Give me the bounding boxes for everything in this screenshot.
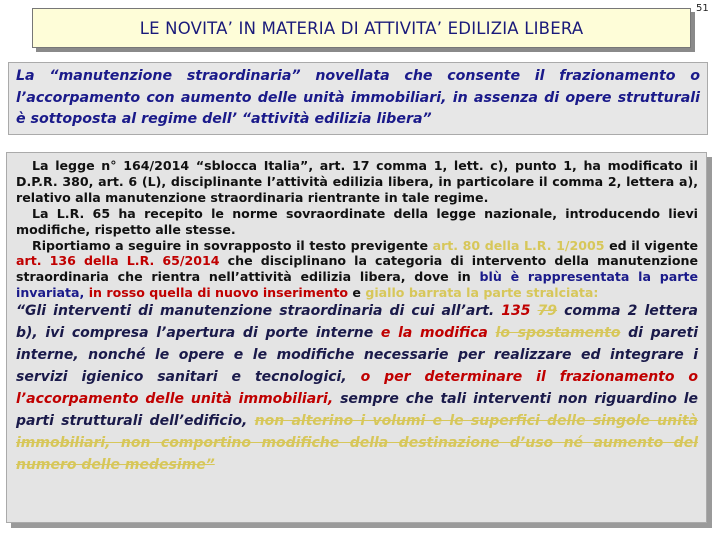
- legend-yellow-removed: giallo barrata la parte stralciata:: [365, 285, 599, 301]
- page-number: 51: [696, 3, 709, 14]
- quote-text-a: “Gli interventi di manutenzione straordinaria di cui all’art.: [16, 303, 495, 320]
- quote-new-frazionamento: o per determinare il frazionamento o l’accorpamento delle unità immobiliari,: [16, 368, 699, 407]
- quote-removed-final-clause: non alterino i volumi e le superfici delle singole unità immobiliari, non comportino modifiche della destinazione d’uso né aumento del numero delle medesime”: [16, 412, 699, 473]
- slide-title-box: [32, 8, 691, 48]
- quote-text-i: sempre che tali interventi non riguardino le parti strutturali dell’edificio,: [16, 390, 699, 429]
- content-panel: [6, 152, 707, 523]
- subtitle-text: La “manutenzione straordinaria” novellata che consente il frazionamento o l’accorpamento con aumento delle unità immobiliari, in assenza di opere strutturali è sottoposta al regime dell’ “attività edilizia libera”: [16, 68, 700, 127]
- content-body: [16, 158, 698, 476]
- previous-law-ref: art. 80 della L.R. 1/2005: [432, 237, 605, 253]
- p3-text-h: e: [352, 285, 361, 301]
- p3-text-a: Riportiamo a seguire in sovrapposto il testo previgente: [32, 237, 428, 253]
- slide-title: LE NOVITA’ IN MATERIA DI ATTIVITA’ EDILIZIA LIBERA: [139, 18, 584, 38]
- legend-red-new: in rosso quella di nuovo inserimento: [88, 285, 349, 301]
- quote-removed-spostamento: lo spostamento: [495, 325, 621, 342]
- paragraph-lr-65: La L.R. 65 ha recepito le norme sovraordinate della legge nazionale, introducendo lievi modifiche, rispetto alle stesse.: [16, 205, 698, 237]
- quote-new-modifica: e la modifica: [380, 325, 488, 342]
- article-quote: [16, 301, 698, 476]
- p3-text-e: che disciplinano la categoria di intervento della manutenzione straordinaria che rientra nell’attività edilizia libera, dove in: [16, 253, 698, 285]
- quote-text-g: di pareti interne, nonché le opere e le modifiche necessarie per realizzare ed integrare i servizi igienico sanitari e tecnologici,: [16, 325, 699, 385]
- quote-removed-article-number: 79: [537, 303, 558, 320]
- p3-text-c: ed il vigente: [609, 237, 699, 253]
- legend-blue-unchanged: blù è rappresentata la parte invariata,: [16, 269, 699, 301]
- quote-new-article-number: 135: [501, 303, 531, 320]
- quote-text-d: comma 2 lettera b), ivi compresa l’apertura di porte interne: [16, 303, 698, 342]
- current-law-ref: art. 136 della L.R. 65/2014: [16, 253, 220, 269]
- paragraph-comparison-intro: [16, 238, 698, 302]
- subtitle-box: [8, 62, 708, 135]
- paragraph-law-164: La legge n° 164/2014 “sblocca Italia”, art. 17 comma 1, lett. c), punto 1, ha modificato il D.P.R. 380, art. 6 (L), disciplinante l’attività edilizia libera, in particolare il comma 2, lettera a), relativo alla manutenzione straordinaria rientrante in tale regime.: [16, 158, 698, 205]
